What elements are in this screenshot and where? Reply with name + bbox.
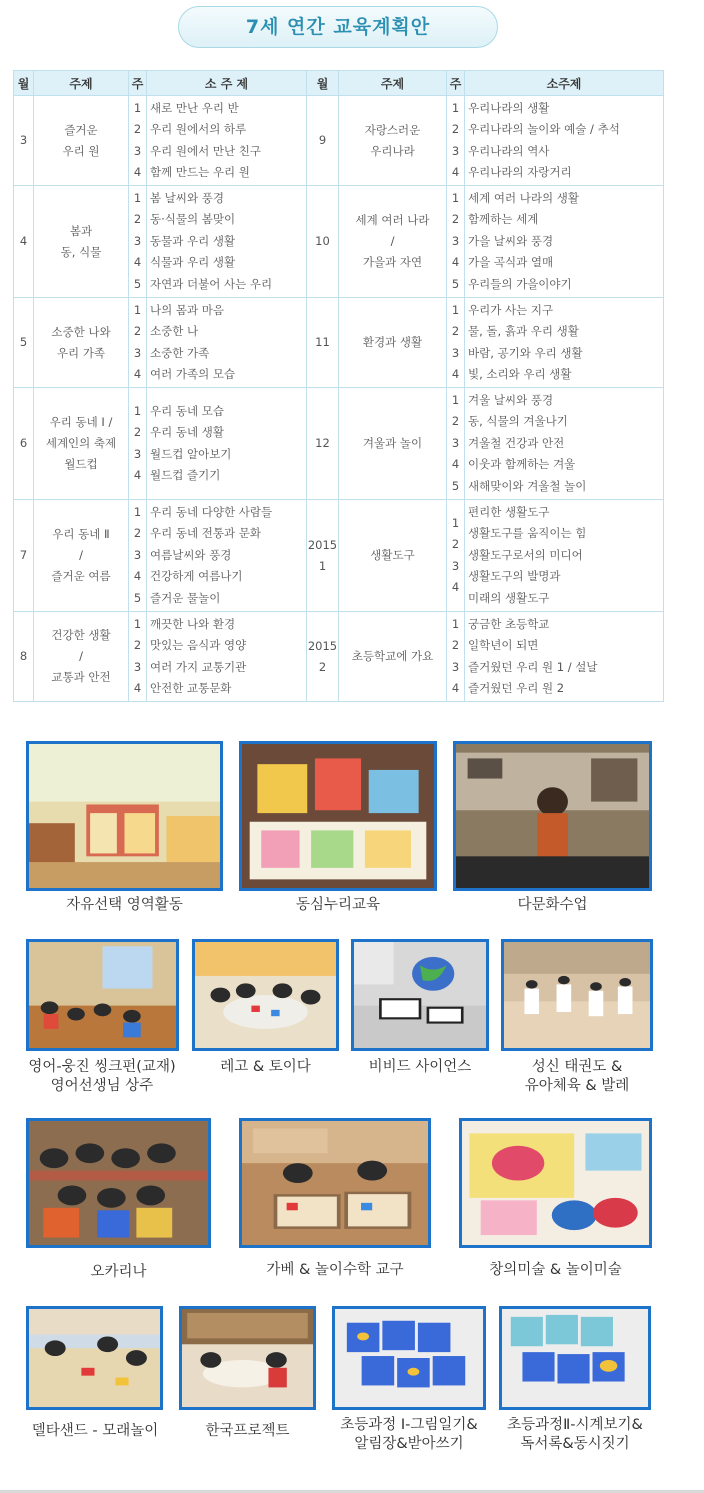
week-number: 2 [133, 212, 142, 227]
month-label: 2 [318, 659, 327, 674]
subtheme-item: 세계 여러 나라의 생활 [468, 191, 579, 206]
week-number: 4 [451, 457, 460, 472]
activity-caption: 비비드 사이언스 [368, 1059, 472, 1075]
week-number: 1 [133, 616, 142, 631]
week-number: 4 [133, 680, 142, 695]
month-label: 3 [19, 133, 28, 147]
right-month-cell [307, 500, 339, 612]
subtheme-item: 즐거웠던 우리 원 1 / 설날 [468, 659, 598, 674]
week-number: 3 [133, 446, 142, 461]
subtheme-item: 동, 식물의 겨울나기 [468, 414, 568, 429]
week-number: 1 [451, 515, 460, 530]
subtheme-item: 봄 날씨와 풍경 [150, 191, 224, 206]
right-month-cell [307, 388, 339, 500]
week-number: 3 [133, 547, 142, 562]
activity-photo [501, 939, 653, 1051]
week-number: 4 [133, 467, 142, 482]
week-number: 2 [451, 212, 460, 227]
activity-caption: 초등과정 Ⅰ-그림일기& 알림장&받아쓰기 [340, 1417, 478, 1452]
week-number: 2 [133, 122, 142, 137]
week-number: 3 [451, 435, 460, 450]
subtheme-item: 궁금한 초등학교 [468, 616, 550, 631]
subtheme-item: 우리나라의 놀이와 예술 / 추석 [468, 122, 620, 137]
subtheme-item: 우리나라의 생활 [468, 100, 550, 115]
table-row [14, 500, 664, 612]
theme-label: 우리나라 [370, 143, 415, 158]
subtheme-item: 생활도구를 움직이는 힘 [468, 526, 587, 541]
right-week-cell [447, 186, 465, 298]
subtheme-item: 함께 만드는 우리 원 [150, 164, 250, 179]
week-number: 1 [133, 191, 142, 206]
subtheme-item: 우리 동네 모습 [150, 403, 224, 418]
table-row [14, 612, 664, 702]
subtheme-item: 빛, 소리와 우리 생활 [468, 366, 572, 381]
activity-photo [332, 1306, 486, 1410]
right-theme-cell [339, 96, 447, 186]
week-number: 2 [133, 425, 142, 440]
week-number: 1 [133, 302, 142, 317]
right-week-cell [447, 500, 465, 612]
left-theme-cell [34, 298, 129, 388]
table-row [14, 388, 664, 500]
subtheme-item: 동물과 우리 생활 [150, 233, 236, 248]
right-theme-cell [339, 186, 447, 298]
table-row [14, 186, 664, 298]
month-label: 11 [315, 335, 330, 349]
week-number: 2 [451, 414, 460, 429]
right-month-cell [307, 612, 339, 702]
activity-caption: 영어-웅진 씽크펀(교재) 영어선생님 상주 [28, 1059, 176, 1094]
week-number: 1 [451, 393, 460, 408]
activity-photo [26, 1306, 163, 1410]
subtheme-item: 여러 가족의 모습 [150, 366, 236, 381]
week-number: 3 [451, 143, 460, 158]
week-number: 2 [133, 526, 142, 541]
theme-label: 생활도구 [370, 548, 415, 562]
left-theme-cell [34, 612, 129, 702]
subtheme-item: 우리들의 가을이야기 [468, 276, 572, 291]
subtheme-item: 겨울 날씨와 풍경 [468, 393, 554, 408]
month-label: 8 [19, 649, 28, 663]
left-subtheme-cell [147, 186, 307, 298]
week-number: 4 [451, 366, 460, 381]
subtheme-item: 우리나라의 자랑거리 [468, 164, 572, 179]
subtheme-item: 함께하는 세계 [468, 212, 539, 227]
header-month: 월 [307, 71, 339, 96]
right-week-cell [447, 388, 465, 500]
left-month-cell [14, 500, 34, 612]
subtheme-item: 물, 돌, 흙과 우리 생활 [468, 324, 579, 339]
month-label: 7 [19, 548, 28, 562]
header-theme: 주제 [34, 71, 129, 96]
left-month-cell [14, 96, 34, 186]
left-subtheme-cell [147, 96, 307, 186]
subtheme-item: 맛있는 음식과 영양 [150, 638, 247, 653]
activity-caption: 가베 & 놀이수학 교구 [266, 1262, 404, 1278]
subtheme-item: 가을 날씨와 풍경 [468, 233, 554, 248]
week-number: 1 [451, 302, 460, 317]
theme-label: 세계 여러 나라 [355, 213, 430, 227]
week-number: 3 [133, 659, 142, 674]
subtheme-item: 우리 원에서의 하루 [150, 122, 247, 137]
left-subtheme-cell [147, 612, 307, 702]
subtheme-item: 여러 가지 교통기관 [150, 659, 247, 674]
theme-label: 가을과 자연 [362, 255, 423, 269]
left-week-cell [129, 388, 147, 500]
theme-label: 건강한 생활 [51, 628, 111, 642]
week-number: 4 [133, 164, 142, 179]
table-header-row [14, 71, 664, 96]
page-title: 7세 연간 교육계획안 [245, 16, 431, 38]
right-theme-cell [339, 388, 447, 500]
activity-photo [453, 741, 652, 891]
activity-caption: 델타샌드 - 모래놀이 [31, 1423, 159, 1439]
subtheme-item: 즐거웠던 우리 원 2 [468, 680, 565, 695]
left-theme-cell [34, 96, 129, 186]
theme-label: 환경과 생활 [362, 335, 423, 349]
left-month-cell [14, 612, 34, 702]
right-subtheme-cell [465, 500, 664, 612]
subtheme-item: 미래의 생활도구 [468, 590, 550, 605]
right-week-cell [447, 612, 465, 702]
week-number: 3 [451, 659, 460, 674]
left-week-cell [129, 96, 147, 186]
right-subtheme-cell [465, 388, 664, 500]
header-subtheme: 소 주 제 [147, 71, 307, 96]
subtheme-item: 우리나라의 역사 [468, 143, 550, 158]
subtheme-item: 우리가 사는 지구 [468, 302, 554, 317]
activity-caption: 다문화수업 [517, 897, 588, 913]
week-number: 4 [133, 255, 142, 270]
left-month-cell [14, 298, 34, 388]
subtheme-item: 나의 몸과 마음 [150, 302, 224, 317]
week-number: 4 [451, 680, 460, 695]
activity-photo [239, 1118, 431, 1248]
left-week-cell [129, 298, 147, 388]
activity-caption: 성신 태권도 & 유아체육 & 발레 [524, 1059, 630, 1094]
week-number: 4 [451, 164, 460, 179]
right-month-cell [307, 298, 339, 388]
theme-label: / [79, 548, 83, 562]
header-subtheme: 소주제 [465, 71, 664, 96]
subtheme-item: 우리 원에서 만난 친구 [150, 143, 261, 158]
activity-photo [26, 741, 223, 891]
curriculum-table [13, 70, 664, 702]
activity-photo [26, 939, 179, 1051]
theme-label: 즐거운 여름 [51, 569, 111, 583]
week-number: 1 [451, 191, 460, 206]
activity-caption: 자유선택 영역활동 [66, 897, 183, 913]
subtheme-item: 새로 만난 우리 반 [150, 100, 239, 115]
theme-label: 즐거운 [64, 122, 98, 137]
week-number: 3 [451, 558, 460, 573]
table-row [14, 96, 664, 186]
week-number: 1 [451, 616, 460, 631]
subtheme-item: 바람, 공기와 우리 생활 [468, 345, 583, 360]
right-theme-cell [339, 612, 447, 702]
theme-label: / [79, 649, 83, 663]
month-label: 2015 [307, 638, 338, 653]
week-number: 4 [451, 579, 460, 594]
header-month: 월 [14, 71, 34, 96]
week-number: 5 [133, 590, 142, 605]
week-number: 4 [133, 366, 142, 381]
theme-label: 우리 동네 Ⅱ [52, 527, 110, 541]
theme-label: 초등학교에 가요 [351, 649, 434, 663]
week-number: 5 [133, 276, 142, 291]
subtheme-item: 건강하게 여름나기 [150, 569, 243, 584]
month-label: 5 [19, 335, 28, 349]
month-label: 10 [315, 234, 330, 248]
left-week-cell [129, 186, 147, 298]
theme-label: 자랑스러운 [364, 122, 421, 137]
subtheme-item: 소중한 가족 [150, 345, 210, 360]
week-number: 2 [133, 638, 142, 653]
activity-photo [499, 1306, 651, 1410]
month-label: 6 [19, 436, 28, 450]
subtheme-item: 우리 동네 전통과 문화 [150, 526, 261, 541]
left-theme-cell [34, 388, 129, 500]
left-month-cell [14, 186, 34, 298]
left-theme-cell [34, 186, 129, 298]
month-label: 1 [318, 558, 327, 573]
subtheme-item: 동·식물의 봄맞이 [150, 212, 236, 227]
subtheme-item: 우리 동네 생활 [150, 425, 224, 440]
week-number: 2 [451, 324, 460, 339]
subtheme-item: 소중한 나 [150, 324, 199, 339]
month-label: 9 [318, 133, 327, 147]
subtheme-item: 깨끗한 나와 환경 [150, 616, 236, 631]
subtheme-item: 즐거운 물놀이 [150, 590, 221, 605]
theme-label: 동, 식물 [60, 244, 102, 259]
theme-label: / [390, 234, 395, 248]
activity-photo [192, 939, 339, 1051]
right-theme-cell [339, 500, 447, 612]
right-subtheme-cell [465, 298, 664, 388]
activity-photo [239, 741, 437, 891]
week-number: 3 [451, 233, 460, 248]
left-subtheme-cell [147, 500, 307, 612]
activity-photo [179, 1306, 316, 1410]
week-number: 1 [133, 100, 142, 115]
subtheme-item: 안전한 교통문화 [150, 680, 232, 695]
week-number: 3 [133, 143, 142, 158]
week-number: 4 [133, 569, 142, 584]
table-row [14, 298, 664, 388]
right-week-cell [447, 298, 465, 388]
week-number: 2 [451, 638, 460, 653]
subtheme-item: 새해맞이와 겨울철 놀이 [468, 478, 587, 493]
week-number: 5 [451, 276, 460, 291]
subtheme-item: 생활도구의 발명과 [468, 569, 561, 584]
activity-photo [26, 1118, 211, 1248]
activity-caption: 레고 & 토이다 [220, 1059, 311, 1075]
theme-label: 우리 원 [62, 143, 100, 158]
activity-caption: 오카리나 [90, 1264, 147, 1280]
left-theme-cell [34, 500, 129, 612]
left-subtheme-cell [147, 298, 307, 388]
header-week: 주 [447, 71, 465, 96]
theme-label: 세계인의 축제 [45, 436, 117, 450]
week-number: 2 [451, 122, 460, 137]
month-label: 4 [19, 234, 28, 248]
month-label: 12 [315, 436, 330, 450]
left-month-cell [14, 388, 34, 500]
right-subtheme-cell [465, 612, 664, 702]
right-subtheme-cell [465, 186, 664, 298]
activity-caption: 한국프로젝트 [205, 1423, 290, 1439]
subtheme-item: 월드컵 즐기기 [150, 467, 221, 482]
activity-photo [351, 939, 489, 1051]
week-number: 3 [133, 345, 142, 360]
week-number: 1 [133, 403, 142, 418]
subtheme-item: 겨울철 건강과 안전 [468, 435, 565, 450]
left-week-cell [129, 500, 147, 612]
activity-caption: 초등과정Ⅱ-시계보기& 독서록&동시짓기 [507, 1417, 643, 1452]
theme-label: 우리 동네 Ⅰ / [49, 415, 113, 429]
header-theme: 주제 [339, 71, 447, 96]
week-number: 3 [451, 345, 460, 360]
right-month-cell [307, 96, 339, 186]
week-number: 4 [451, 255, 460, 270]
theme-label: 봄과 [69, 223, 93, 238]
week-number: 5 [451, 478, 460, 493]
week-number: 2 [451, 537, 460, 552]
left-week-cell [129, 612, 147, 702]
left-subtheme-cell [147, 388, 307, 500]
right-week-cell [447, 96, 465, 186]
subtheme-item: 식물과 우리 생활 [150, 255, 236, 270]
subtheme-item: 이웃과 함께하는 겨울 [468, 457, 576, 472]
right-month-cell [307, 186, 339, 298]
page-title-banner [178, 6, 498, 48]
subtheme-item: 우리 동네 다양한 사람들 [150, 505, 273, 520]
right-subtheme-cell [465, 96, 664, 186]
activity-caption: 동심누리교육 [295, 897, 381, 913]
week-number: 1 [451, 100, 460, 115]
subtheme-item: 월드컵 알아보기 [150, 446, 232, 461]
week-number: 2 [133, 324, 142, 339]
subtheme-item: 여름날씨와 풍경 [150, 547, 232, 562]
theme-label: 월드컵 [64, 457, 98, 471]
month-label: 2015 [307, 537, 338, 552]
subtheme-item: 편리한 생활도구 [468, 505, 550, 520]
theme-label: 겨울과 놀이 [362, 436, 423, 450]
subtheme-item: 생활도구로서의 미디어 [468, 547, 583, 562]
subtheme-item: 가을 곡식과 열매 [468, 255, 554, 270]
theme-label: 교통과 안전 [51, 670, 111, 684]
activity-caption: 창의미술 & 놀이미술 [489, 1262, 622, 1278]
activity-photo [459, 1118, 652, 1248]
theme-label: 우리 가족 [56, 345, 106, 360]
week-number: 3 [133, 233, 142, 248]
week-number: 1 [133, 505, 142, 520]
header-week: 주 [129, 71, 147, 96]
right-theme-cell [339, 298, 447, 388]
subtheme-item: 자연과 더불어 사는 우리 [150, 276, 273, 291]
subtheme-item: 일학년이 되면 [468, 638, 539, 653]
theme-label: 소중한 나와 [51, 324, 111, 339]
